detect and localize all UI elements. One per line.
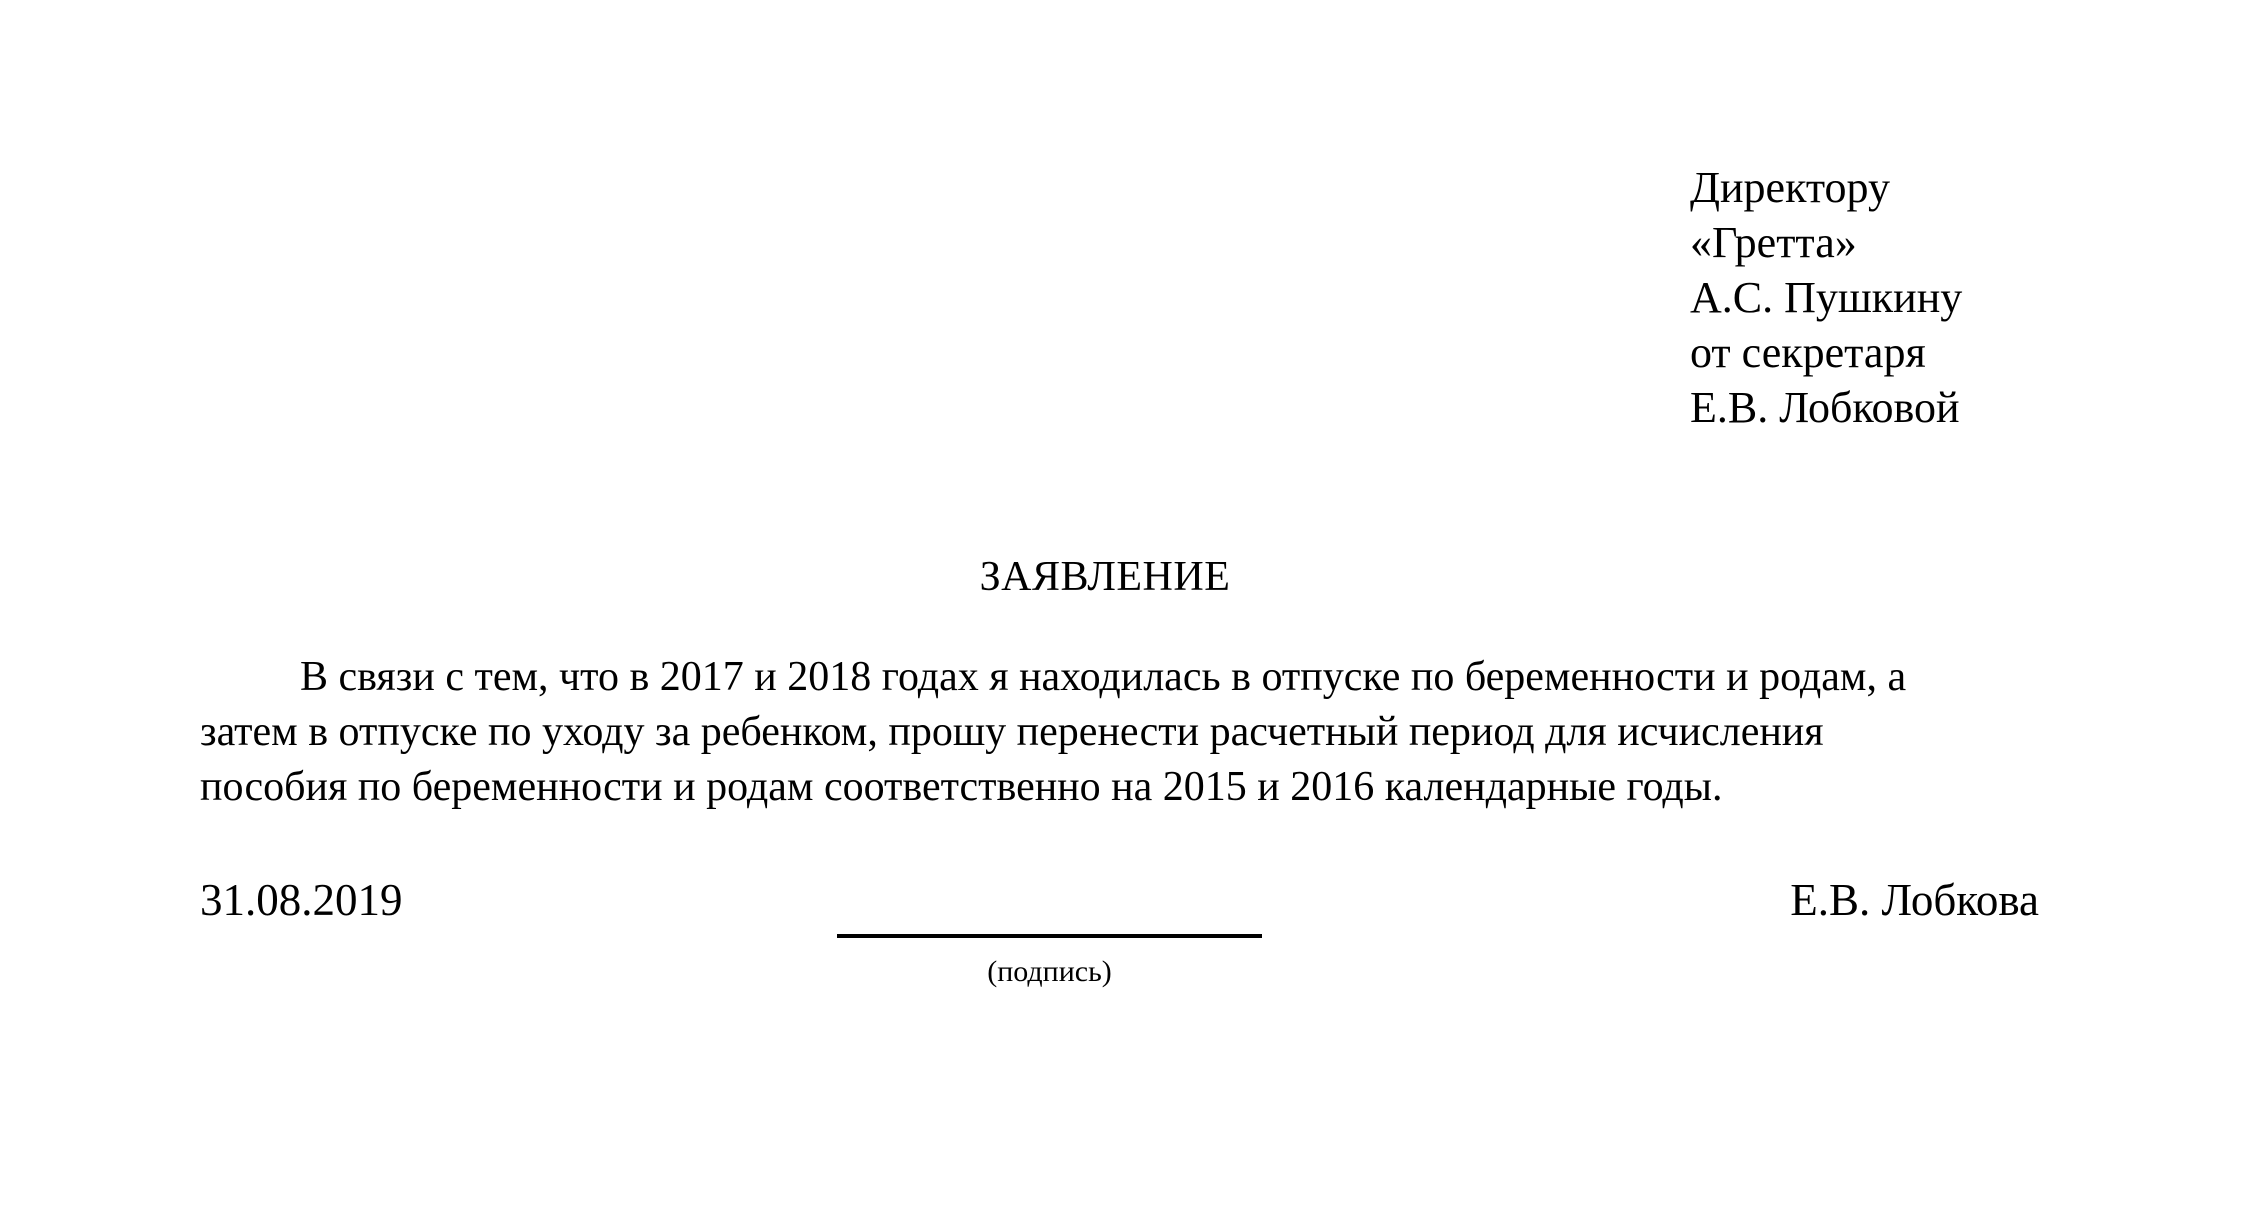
signature-caption: (подпись) xyxy=(987,955,1112,988)
body-line: В связи с тем, что в 2017 и 2018 годах я находилась в отпуске по беременности и родам, а xyxy=(300,654,1907,700)
document-body xyxy=(200,650,2010,815)
document-title: ЗАЯВЛЕНИЕ xyxy=(979,554,1231,600)
sender-position: от секретаря xyxy=(1690,328,1926,377)
signer-name: Е.В. Лобкова xyxy=(1790,875,2039,925)
body-line: пособия по беременности и родам соответственно на 2015 и 2016 календарные годы. xyxy=(200,764,1723,810)
addressee-position: Директору xyxy=(1690,163,1890,212)
sender-name: Е.В. Лобковой xyxy=(1690,383,1960,432)
addressee-block xyxy=(1690,160,1962,435)
body-line: затем в отпуске по уходу за ребенком, прошу перенести расчетный период для исчисления xyxy=(200,709,1824,755)
addressee-company: «Гретта» xyxy=(1690,218,1857,267)
signature-line xyxy=(837,934,1262,938)
addressee-name: А.С. Пушкину xyxy=(1690,273,1963,322)
document-date: 31.08.2019 xyxy=(200,875,403,925)
